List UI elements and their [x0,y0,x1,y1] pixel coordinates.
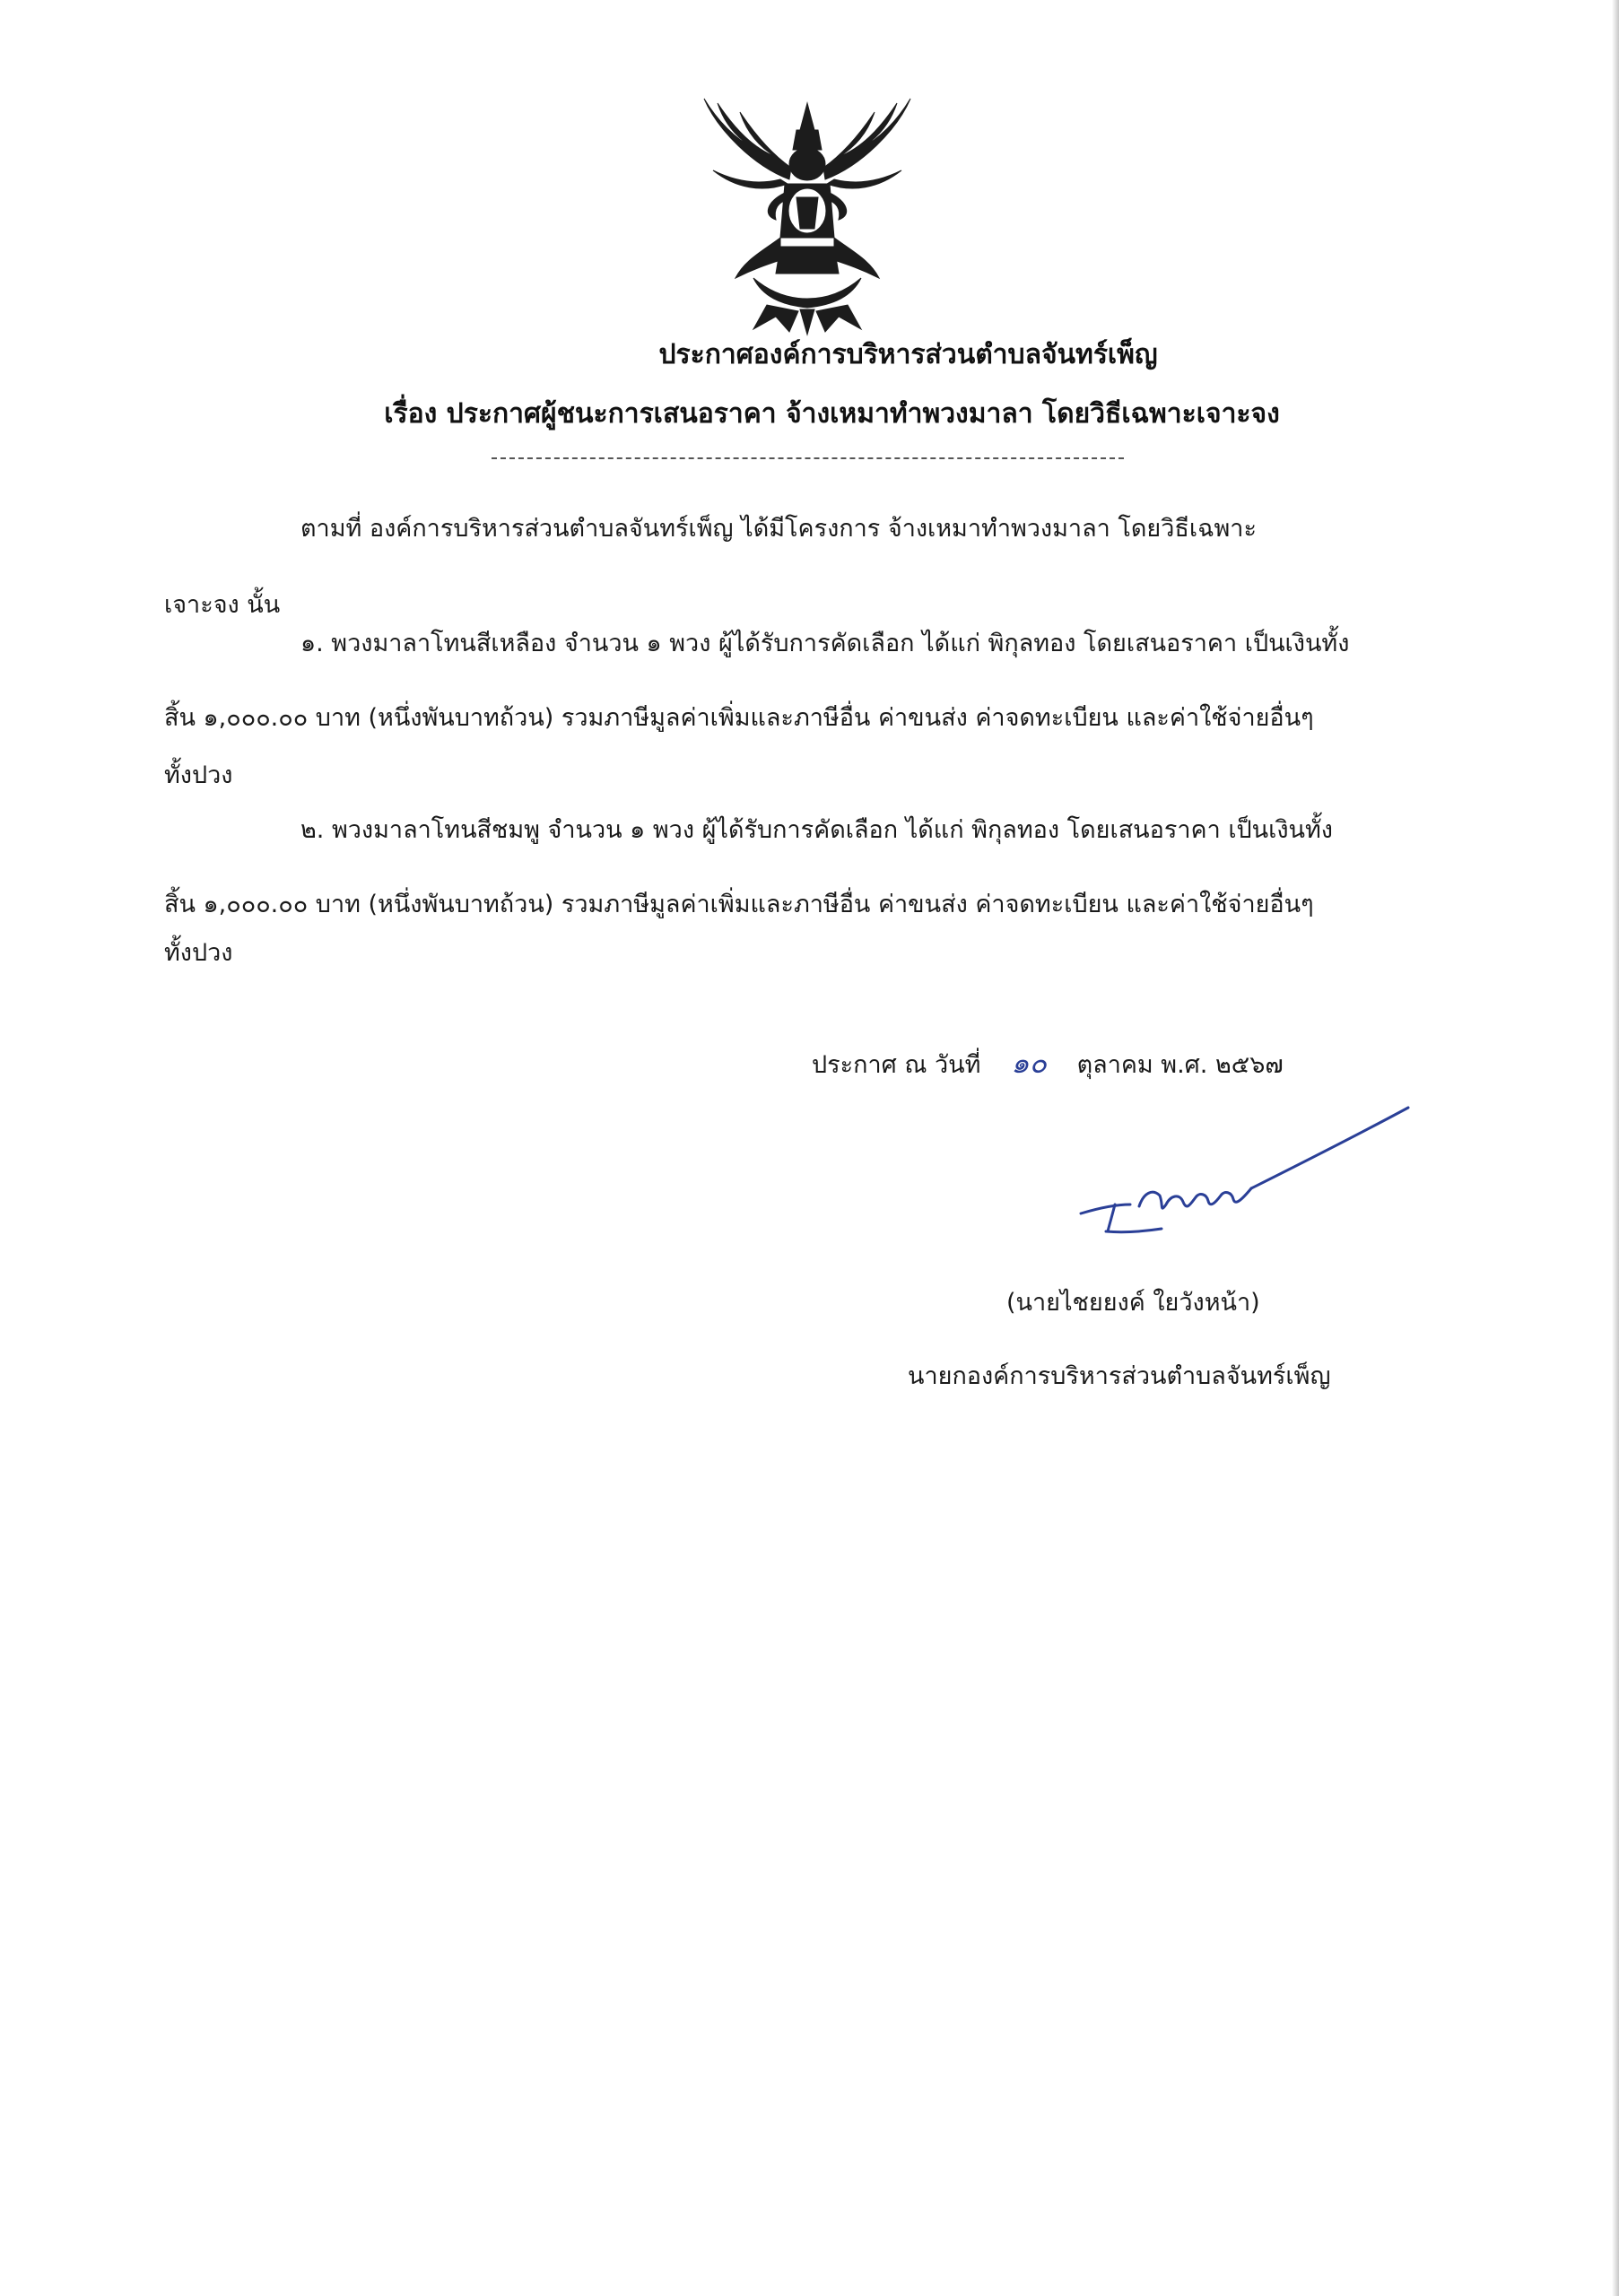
date-day-handwritten: ๑๐ [1011,1046,1047,1080]
announcement-date [812,1040,1284,1086]
body-line: ตามที่ องค์การบริหารส่วนตำบลจันทร์เพ็ญ ได้มีโครงการ จ้างเหมาทำพวงมาลา โดยวิธีเฉพาะ [300,515,1257,543]
body-line: สิ้น ๑,๐๐๐.๐๐ บาท (หนึ่งพันบาทถ้วน) รวมภาษีมูลค่าเพิ่มและภาษีอื่น ค่าขนส่ง ค่าจดทะเบียน และค่าใช้จ่ายอื่นๆ [164,891,1314,918]
date-prefix: ประกาศ ณ วันที่ [812,1051,981,1079]
body-line: ทั้งปวง [164,939,233,967]
signature-icon [1063,1099,1422,1251]
document-title: ประกาศองค์การบริหารส่วนตำบลจันทร์เพ็ญ [658,339,1158,370]
signer-position: นายกองค์การบริหารส่วนตำบลจันทร์เพ็ญ [908,1362,1331,1390]
body-line: สิ้น ๑,๐๐๐.๐๐ บาท (หนึ่งพันบาทถ้วน) รวมภาษีมูลค่าเพิ่มและภาษีอื่น ค่าขนส่ง ค่าจดทะเบียน และค่าใช้จ่ายอื่นๆ [164,704,1314,732]
document-subject: เรื่อง ประกาศผู้ชนะการเสนอราคา จ้างเหมาทำพวงมาลา โดยวิธีเฉพาะเจาะจง [384,398,1280,430]
body-line: เจาะจง นั้น [164,591,281,619]
body-line-item-1: ๑. พวงมาลาโทนสีเหลือง จำนวน ๑ พวง ผู้ได้รับการคัดเลือก ได้แก่ พิกุลทอง โดยเสนอราคา เป็นเงินทั้ง [300,630,1350,657]
body-line-item-2: ๒. พวงมาลาโทนสีชมพู จำนวน ๑ พวง ผู้ได้รับการคัดเลือก ได้แก่ พิกุลทอง โดยเสนอราคา เป็นเงินทั้ง [300,816,1333,844]
body-line: ทั้งปวง [164,761,233,789]
garuda-emblem-icon [691,94,924,336]
date-suffix: ตุลาคม พ.ศ. ๒๕๖๗ [1076,1051,1284,1079]
signer-name: (นายไชยยงค์ ใยวังหน้า) [1006,1289,1260,1317]
title-divider [492,457,1124,459]
